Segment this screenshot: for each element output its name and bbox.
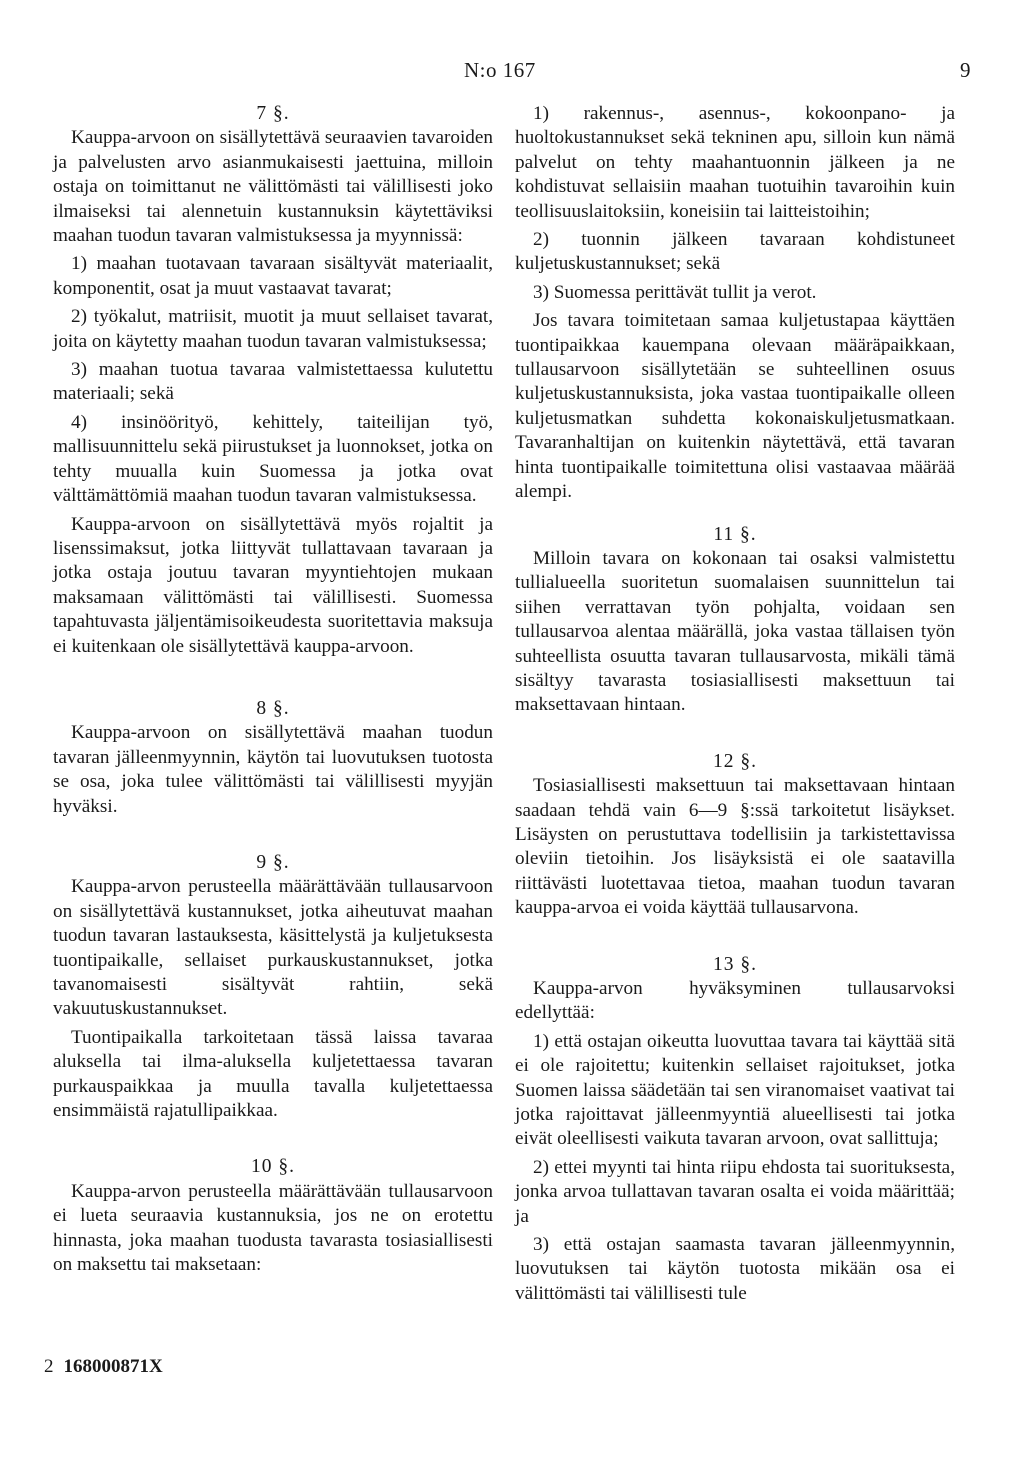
- section-7-paragraph-1: Kauppa-arvoon on sisällytettävä seuraavien tavaroiden ja palvelusten arvo asianmukaisesti jaettuina, milloin ostaja on toimittanut ne välittömästi tai välillisesti joko ilmaiseksi tai alennetuin kustannuksin käytettäviksi maahan tuodun tavaran valmistuksessa ja myynnissä:: [53, 127, 493, 247]
- section-8-heading: 8 §.: [256, 697, 290, 719]
- section-9-paragraph-2: Tuontipaikalla tarkoitetaan tässä laissa tavaraa aluksella tai ilma-aluksella kuljetettaessa tavaran purkauspaikkaa ja muulla tavalla kuljetettaessa ensimmäistä rajatullipaikkaa.: [53, 1026, 493, 1122]
- section-10-item-1: 1) rakennus-, asennus-, kokoonpano- ja huoltokustannukset sekä tekninen apu, silloin kun nämä palvelut on tehty maahantuonnin jälkeen ja ne kohdistuvat sellaisiin maahan tuotuihin tavaroihin kuin teollisuuslaitoksiin, koneisiin tai laitteistoihin;: [515, 103, 955, 222]
- right-column: [515, 102, 955, 1310]
- section-13-heading: 13 §.: [713, 953, 757, 975]
- section-10-paragraph-1: Kauppa-arvon perusteella määrättävään tullausarvoon ei lueta seuraavia kustannuksia, jos ne on erotettu hinnasta, joka maahan tuodusta tavarasta tosiasiallisesti on maksettu tai maksetaan:: [53, 1180, 493, 1276]
- section-9-paragraph-1: Kauppa-arvon perusteella määrättävään tullausarvoon on sisällytettävä kustannukset, jotka aiheutuvat maahan tuodun tavaran lastauksesta, käsittelystä ja kuljetuksesta tuontipaikalle, sellaiset purkauskustannukset, jotka tavanomaisesti sisältyvät rahtiin, sekä vakuutuskustannukset.: [53, 876, 493, 1020]
- section-10-paragraph-2: Jos tavara toimitetaan samaa kuljetustapaa käyttäen tuontipaikkaa kauempana olevaan määräpaikkaan, tullausarvoon sisällytetään se suhteellinen osuus kuljetuskustannuksista, joka vastaa tuontipaikalle olleen kuljetusmatkan suhdetta kokonaiskuljetusmatkaan. Tavaranhaltijan on kuitenkin näytettävä, että tavaran hinta tuontipaikalle toimitettuna olisi vastaavaa määrää alempi.: [515, 310, 955, 503]
- footer-sheet-number: 2: [44, 1356, 54, 1377]
- section-7-item-3: 3) maahan tuotua tavaraa valmistettaessa kulutettu materiaali; sekä: [53, 359, 493, 405]
- section-11-heading: 11 §.: [713, 523, 757, 545]
- section-7-heading: 7 §.: [256, 103, 290, 124]
- section-10-item-2: 2) tuonnin jälkeen tavaraan kohdistuneet kuljetuskustannukset; sekä: [515, 229, 955, 275]
- page-number: 9: [960, 58, 971, 82]
- section-10-heading: 10 §.: [251, 1156, 295, 1178]
- footer-print-code: 168000871X: [63, 1356, 163, 1377]
- section-13-item-1: 1) että ostajan oikeutta luovuttaa tavara tai käyttää sitä ei ole rajoitettu; kuitenkin sellaiset rajoitukset, jotka Suomen laissa säädetään tai sen viranomaiset vaativat tai jotka rajoittavat jälleenmyyntiä alueellisesti tai jotka eivät oleellisesti vaikuta tavaran arvoon, ovat sallittuja;: [515, 1030, 955, 1150]
- section-7-item-4: 4) insinöörityö, kehittely, taiteilijan työ, mallisuunnittelu sekä piirustukset ja luonnokset, jotka on tehty muualla kuin Suomessa ja jotka ovat välttämättömiä maahan tuodun tavaran valmistuksessa.: [53, 411, 493, 507]
- section-13-item-2: 2) ettei myynti tai hinta riipu ehdosta tai suorituksesta, jonka arvoa tullattavan tavaran osalta ei voida määrittää; ja: [515, 1156, 955, 1227]
- section-12-heading: 12 §.: [713, 750, 757, 772]
- section-13-item-3: 3) että ostajan saamasta tavaran jälleenmyynnin, luovutuksen tai käytön tuotosta mikään osa ei välittömästi tai välillisesti tule: [515, 1234, 955, 1304]
- section-8-paragraph-1: Kauppa-arvoon on sisällytettävä maahan tuodun tavaran jälleenmyynnin, käytön tai luovutuksen tuotosta se osa, joka tulee välittömästi tai välillisesti myyjän hyväksi.: [53, 722, 493, 817]
- section-12-paragraph-1: Tosiasiallisesti maksettuun tai maksettavaan hintaan saadaan tehdä vain 6—9 §:ssä tarkoitetut lisäykset. Lisäysten on perustuttava todellisiin ja tarkistettavissa oleviin tietoihin. Jos lisäyksistä ei ole saatavilla riittävästi luotettavaa tietoa, maahan tuodun tavaran kauppa-arvoa ei voida käyttää tullausarvona.: [515, 775, 955, 919]
- section-10-item-3: 3) Suomessa perittävät tullit ja verot.: [533, 281, 817, 303]
- section-13-paragraph-1: Kauppa-arvon hyväksyminen tullausarvoksi edellyttää:: [515, 978, 955, 1024]
- section-9-heading: 9 §.: [256, 851, 290, 873]
- section-7-item-2: 2) työkalut, matriisit, muotit ja muut sellaiset tavarat, joita on käytetty maahan tuodun tavaran valmistuksessa;: [53, 306, 493, 352]
- section-11-paragraph-1: Milloin tavara on kokonaan tai osaksi valmistettu tullialueella suoritetun suomalaisen suunnittelun tai siihen verrattavan työn pohjalta, voidaan sen tullausarvoa alentaa määrällä, joka vastaa tällaisen työn suhteellista osuutta tavaran tullausarvosta, mikäli tämä sisältyy tavarasta tosiasiallisesti maksettuun tai maksettavaan hintaan.: [515, 547, 955, 716]
- footer: [44, 1356, 163, 1378]
- document-number: N:o 167: [464, 58, 536, 82]
- left-column: [53, 102, 493, 1281]
- section-7-paragraph-2: Kauppa-arvoon on sisällytettävä myös rojaltit ja lisenssimaksut, jotka liittyvät tullattavaan tavaraan ja jotka ostaja joutuu tavaran myyntiehtojen mukaan maksamaan välittömästi tai välillisesti. Suomessa tapahtuvasta jäljentämisoikeudesta suoritettavia maksuja ei kuitenkaan ole sisällytettävä kauppa-arvoon.: [53, 513, 493, 657]
- section-7-item-1: 1) maahan tuotavaan tavaraan sisältyvät materiaalit, komponentit, osat ja muut vastaavat tavarat;: [53, 253, 493, 299]
